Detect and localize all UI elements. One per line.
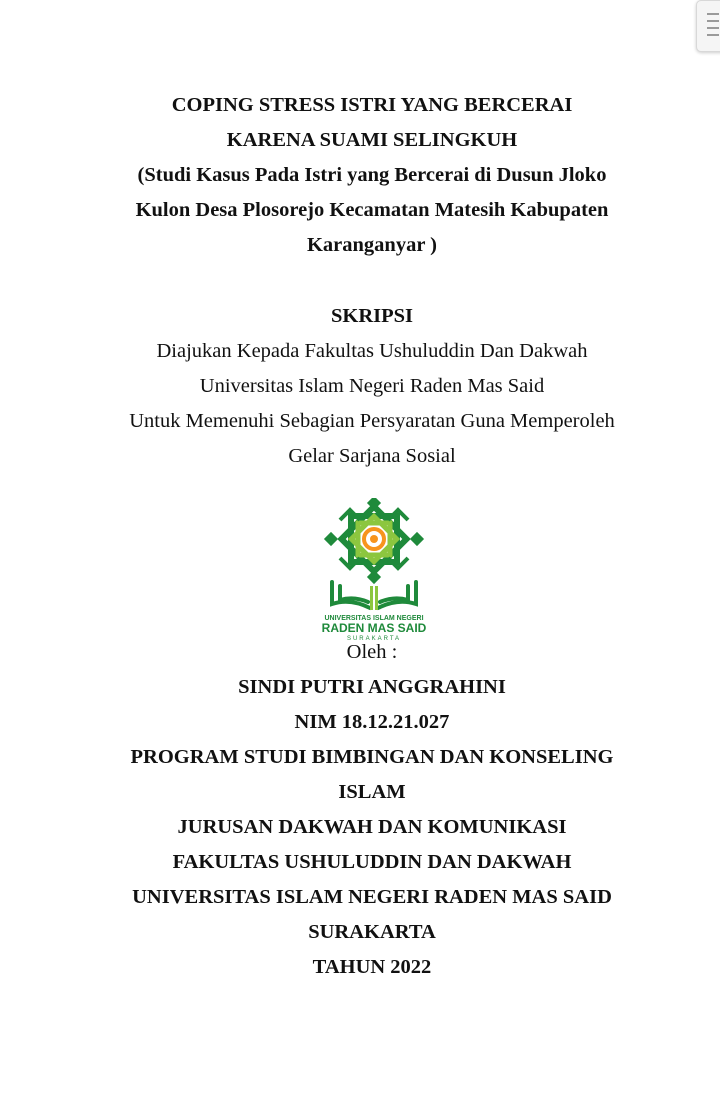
document-type: SKRIPSI	[330, 305, 414, 327]
title-line-2: KARENA SUAMI SELINGKUH	[226, 129, 518, 151]
submission-line-1: Diajukan Kepada Fakultas Ushuluddin Dan Dakwah	[156, 340, 588, 362]
submission-line-3: Untuk Memenuhi Sebagian Persyaratan Guna Memperoleh	[129, 410, 615, 432]
author-nim: NIM 18.12.21.027	[294, 711, 450, 733]
faculty: FAKULTAS USHULUDDIN DAN DAKWAH	[172, 851, 572, 873]
university: UNIVERSITAS ISLAM NEGERI RADEN MAS SAID	[132, 886, 612, 908]
submission-line-4: Gelar Sarjana Sosial	[288, 445, 456, 467]
city: SURAKARTA	[308, 921, 436, 943]
viewer-menu-button[interactable]	[696, 0, 720, 52]
subtitle-line-2: Kulon Desa Plosorejo Kecamatan Matesih Kabupaten	[135, 199, 609, 221]
subtitle-line-1: (Studi Kasus Pada Istri yang Bercerai di Dusun Jloko	[137, 164, 607, 186]
program-line-1: PROGRAM STUDI BIMBINGAN DAN KONSELING	[130, 746, 614, 768]
submission-line-2: Universitas Islam Negeri Raden Mas Said	[199, 375, 545, 397]
author-name: SINDI PUTRI ANGGRAHINI	[238, 676, 506, 698]
title-line-1: COPING STRESS ISTRI YANG BERCERAI	[171, 94, 573, 116]
department: JURUSAN DAKWAH DAN KOMUNIKASI	[177, 816, 567, 838]
logo-text-line-1: UNIVERSITAS ISLAM NEGERI	[324, 615, 424, 622]
year: TAHUN 2022	[312, 956, 432, 978]
author-label: Oleh :	[346, 641, 398, 663]
university-logo-icon	[310, 498, 438, 642]
menu-icon	[707, 13, 719, 41]
program-line-2: ISLAM	[338, 781, 406, 803]
logo-text-line-3: SURAKARTA	[346, 636, 402, 642]
subtitle-line-3: Karanganyar )	[306, 234, 438, 256]
logo-text-line-2: RADEN MAS SAID	[321, 621, 427, 635]
